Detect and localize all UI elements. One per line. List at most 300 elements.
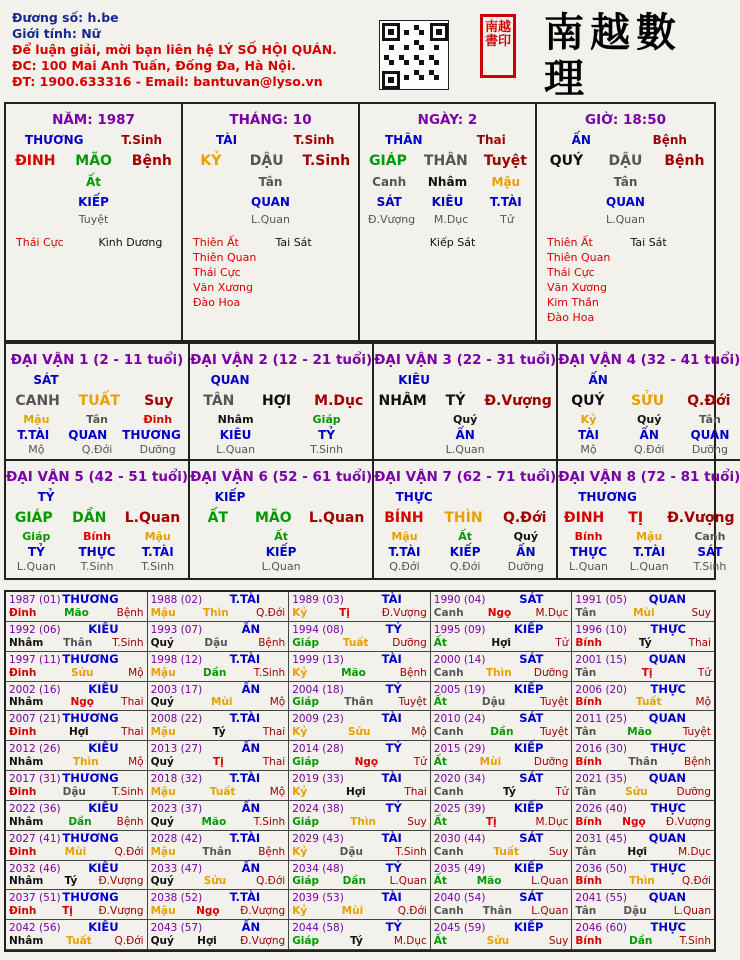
phase: Dưỡng bbox=[691, 443, 728, 456]
year-label: 2028 (42) bbox=[150, 832, 203, 845]
branch: Tị bbox=[62, 905, 73, 918]
annual-cell bbox=[289, 622, 431, 652]
dai-van-title: ĐẠI VẬN 3 (22 - 31 tuổi) bbox=[374, 352, 557, 368]
stem-branch: T.Sinh bbox=[302, 153, 351, 169]
phase: T.Sinh bbox=[693, 560, 727, 573]
year-label: 2022 (36) bbox=[9, 802, 61, 815]
stem: Kỷ bbox=[292, 785, 308, 798]
ten-god: QUAN bbox=[648, 592, 686, 606]
hidden-item: Đ.Vượng bbox=[367, 213, 416, 226]
stem: Kỷ bbox=[292, 845, 308, 858]
ten-god: T.TÀI bbox=[141, 544, 174, 559]
ten-god: TÀI bbox=[381, 592, 402, 606]
ten-god: KIÊU bbox=[88, 920, 119, 935]
phase: Q.Đới bbox=[114, 845, 144, 858]
annual-cell bbox=[6, 890, 148, 920]
annual-row bbox=[575, 695, 711, 709]
qr-finder bbox=[382, 23, 400, 41]
annual-row bbox=[151, 666, 286, 680]
phase: Tuyệt bbox=[540, 696, 569, 709]
ten-god: QUAN bbox=[68, 427, 108, 442]
dai-van-gods bbox=[6, 544, 188, 559]
phase: Q.Đới bbox=[633, 443, 665, 456]
dai-van-phases bbox=[374, 442, 556, 457]
annual-cell bbox=[572, 801, 714, 831]
year-label: 2003 (17) bbox=[150, 683, 203, 696]
phase: Đ.Vượng bbox=[665, 815, 711, 828]
stem-branch: THÂN bbox=[423, 153, 468, 169]
stem: Tân bbox=[575, 666, 597, 679]
branch: Thìn bbox=[202, 606, 229, 619]
stem: Nhâm bbox=[9, 636, 44, 649]
hidden-stem: Bính bbox=[574, 530, 603, 543]
pillar-hidden-row bbox=[360, 172, 535, 192]
star: Tai Sát bbox=[275, 236, 312, 249]
stem: Ất bbox=[433, 756, 447, 768]
annual-row bbox=[9, 874, 144, 888]
stem-branch: Suy bbox=[144, 393, 174, 409]
annual-cell bbox=[431, 831, 573, 861]
year-label: 2046 (60) bbox=[575, 922, 628, 935]
branch: Dần bbox=[629, 935, 653, 947]
ten-god: THƯƠNG bbox=[122, 427, 181, 442]
header-info bbox=[12, 10, 337, 90]
year-label: 2024 (38) bbox=[292, 802, 344, 815]
year-label: 1998 (12) bbox=[150, 653, 203, 666]
year-label: 2044 (58) bbox=[292, 922, 344, 935]
ten-god: SÁT bbox=[519, 771, 544, 785]
year-label: 2016 (30) bbox=[575, 743, 628, 756]
ten-god: ẤN bbox=[241, 741, 261, 756]
hidden-item: Tuyệt bbox=[78, 213, 109, 226]
ten-god: QUAN bbox=[690, 427, 730, 442]
hidden-stem: Mậu bbox=[23, 413, 50, 426]
branch: Ngọ bbox=[196, 905, 220, 918]
year-label: 2014 (28) bbox=[292, 743, 344, 756]
phase: Đ.Vượng bbox=[240, 935, 286, 947]
dai-van-gods bbox=[190, 544, 372, 559]
annual-cell bbox=[6, 771, 148, 801]
ten-god: KIÊU bbox=[398, 373, 430, 387]
stem-branch: CANH bbox=[15, 393, 60, 409]
dai-van-gods bbox=[374, 427, 556, 442]
dai-van-hidden bbox=[6, 529, 188, 544]
stem-branch: MÃO bbox=[75, 153, 112, 169]
hidden-stem: Mậu bbox=[636, 530, 663, 543]
ten-god: TỶ bbox=[385, 741, 402, 756]
pillar-hidden-row bbox=[537, 212, 714, 227]
phase: L.Quan bbox=[261, 560, 301, 573]
year-label: 2000 (14) bbox=[433, 653, 486, 666]
phase: L.Quan bbox=[629, 560, 669, 573]
phase: Đ.Vượng bbox=[98, 905, 144, 918]
ten-god: Bệnh bbox=[652, 133, 687, 147]
ten-god: THƯƠNG bbox=[62, 711, 119, 726]
phase: Suy bbox=[691, 606, 711, 619]
hidden-item: M.Dục bbox=[433, 213, 469, 226]
branch: Mão bbox=[341, 666, 366, 679]
stem-branch: SỬU bbox=[630, 393, 665, 409]
annual-row bbox=[575, 755, 711, 769]
branch: Tuất bbox=[209, 785, 236, 798]
year-label: 1999 (13) bbox=[292, 653, 344, 666]
star: Thái Cực bbox=[16, 236, 64, 249]
annual-row bbox=[575, 904, 711, 918]
hidden-item: Mậu bbox=[491, 175, 521, 189]
annual-cell bbox=[6, 920, 148, 950]
dai-van-gods bbox=[190, 427, 372, 442]
phase: Thai bbox=[262, 726, 286, 739]
pillar-title: GIỜ: 18:50 bbox=[585, 112, 666, 128]
pillar-hidden-row bbox=[537, 172, 714, 192]
year-label: 2032 (46) bbox=[9, 862, 61, 875]
stem: Ất bbox=[433, 875, 447, 888]
branch: Sửu bbox=[347, 726, 371, 739]
phase: Bệnh bbox=[116, 606, 144, 619]
phase: Mộ bbox=[28, 443, 45, 456]
pillar-stem-branch bbox=[183, 150, 358, 172]
annual-cell bbox=[572, 831, 714, 861]
annual-cell bbox=[148, 592, 290, 622]
pillar-stem-branch bbox=[360, 150, 535, 172]
stem-branch: QUÝ bbox=[571, 393, 605, 409]
branch: Thìn bbox=[350, 815, 376, 828]
year-label: 1987 (01) bbox=[9, 594, 61, 606]
annual-row bbox=[292, 695, 427, 709]
stem: Kỷ bbox=[292, 606, 308, 619]
stem: Giáp bbox=[292, 696, 320, 709]
dai-van-god bbox=[6, 487, 188, 507]
stem: Bính bbox=[575, 875, 602, 888]
stem-branch: GIÁP bbox=[14, 510, 53, 526]
branch: Hợi bbox=[627, 845, 647, 858]
stem: Giáp bbox=[292, 815, 320, 828]
qr-code-icon[interactable] bbox=[379, 20, 449, 90]
ten-god: QUAN bbox=[648, 651, 686, 666]
qr-finder bbox=[382, 71, 400, 89]
dai-van-stem bbox=[558, 390, 740, 412]
branch: Ngọ bbox=[354, 756, 379, 768]
star: Thiên Quan bbox=[193, 251, 257, 264]
stem: Kỷ bbox=[292, 726, 308, 739]
stem: Canh bbox=[433, 666, 464, 679]
annual-row bbox=[575, 785, 711, 799]
ten-god: KIẾP bbox=[513, 681, 544, 696]
branch: Hợi bbox=[197, 935, 217, 947]
year-label: 2040 (54) bbox=[433, 892, 486, 905]
annual-row bbox=[292, 666, 427, 680]
stem: Đinh bbox=[9, 726, 37, 739]
annual-row bbox=[434, 815, 569, 829]
pillar-gods bbox=[537, 130, 714, 150]
stem: Quý bbox=[150, 696, 174, 709]
ten-god: KIẾP bbox=[513, 800, 544, 815]
hidden-stem: Ất bbox=[274, 530, 288, 543]
phase: Tuyệt bbox=[682, 726, 711, 739]
stem: Canh bbox=[433, 606, 464, 619]
annual-row bbox=[575, 934, 711, 948]
phase: T.Sinh bbox=[112, 785, 144, 798]
stem: Kỷ bbox=[292, 905, 308, 918]
brand-logo: 南越數理 bbox=[544, 9, 682, 102]
annual-row bbox=[292, 785, 427, 799]
stem-branch: TUẤT bbox=[78, 393, 120, 409]
qr-module bbox=[434, 75, 439, 80]
qr-module bbox=[404, 45, 409, 50]
star: Kim Thần bbox=[547, 296, 599, 309]
branch: Dần bbox=[68, 815, 92, 828]
hidden-item: Tân bbox=[613, 175, 638, 189]
star bbox=[276, 280, 359, 295]
branch: Tị bbox=[485, 815, 497, 828]
ten-god: QUAN bbox=[648, 711, 686, 726]
ten-god: KIÊU bbox=[88, 860, 119, 875]
branch: Hợi bbox=[68, 726, 89, 739]
year-label: 1994 (08) bbox=[292, 623, 344, 636]
annual-cell bbox=[289, 831, 431, 861]
year-label: 2010 (24) bbox=[433, 713, 486, 726]
annual-row bbox=[9, 934, 144, 948]
year-label: 2033 (47) bbox=[150, 862, 203, 875]
dai-van-gods bbox=[558, 544, 740, 559]
year-label: 2031 (45) bbox=[575, 832, 628, 845]
dai-van-phases bbox=[374, 559, 556, 574]
annual-row bbox=[151, 815, 286, 829]
annual-cell bbox=[6, 831, 148, 861]
pillar-hidden-row bbox=[183, 212, 358, 227]
star: Thiên Ất bbox=[193, 236, 239, 249]
year-label: 2045 (59) bbox=[433, 922, 486, 935]
phase: Mộ bbox=[269, 785, 286, 798]
dai-van-title: ĐẠI VẬN 6 (52 - 61 tuổi) bbox=[190, 469, 373, 485]
stem: Tân bbox=[575, 905, 597, 918]
annual-row bbox=[575, 606, 711, 620]
stem: Giáp bbox=[292, 935, 320, 947]
phase: Mộ bbox=[128, 666, 144, 679]
branch: Thân bbox=[344, 696, 374, 709]
owner-value: h.be bbox=[87, 10, 119, 25]
hidden-stem: Giáp bbox=[312, 413, 341, 426]
dai-van-title: ĐẠI VẬN 5 (42 - 51 tuổi) bbox=[6, 469, 189, 485]
ten-god: KIẾP bbox=[449, 544, 481, 559]
dai-van-gods bbox=[558, 427, 740, 442]
stem: Tân bbox=[575, 726, 597, 739]
annual-cell bbox=[431, 920, 573, 950]
phase: Bệnh bbox=[258, 636, 286, 649]
branch: Tị bbox=[339, 606, 350, 619]
stem: Bính bbox=[575, 935, 602, 947]
ten-god: ẤN bbox=[241, 800, 261, 815]
annual-cell bbox=[6, 622, 148, 652]
year-label: 1993 (07) bbox=[150, 623, 203, 636]
ten-god: THỰC bbox=[650, 621, 686, 636]
annual-row bbox=[151, 695, 286, 709]
year-label: 2023 (37) bbox=[150, 802, 203, 815]
phase: Dưỡng bbox=[507, 560, 544, 573]
ten-god: TÀI bbox=[578, 427, 600, 442]
annual-row bbox=[292, 845, 427, 859]
branch: Tị bbox=[641, 666, 653, 679]
ten-god: TÀI bbox=[381, 890, 402, 905]
dai-van-stem bbox=[374, 507, 556, 529]
ten-god: ẤN bbox=[516, 544, 536, 559]
stem: Mậu bbox=[150, 845, 176, 858]
stem: Canh bbox=[433, 905, 464, 918]
pillar-gods bbox=[6, 130, 181, 150]
ten-god: QUAN bbox=[648, 890, 686, 905]
owner-label: Đương số: bbox=[12, 10, 84, 25]
stem: Bính bbox=[575, 756, 602, 768]
ten-god: T.Sinh bbox=[121, 133, 163, 147]
branch: Dậu bbox=[623, 905, 647, 918]
ten-god: THỰC bbox=[78, 544, 116, 559]
pillar-hidden-row bbox=[183, 192, 358, 212]
star bbox=[631, 280, 715, 295]
stem-branch: QUÝ bbox=[549, 153, 584, 169]
annual-row bbox=[434, 636, 569, 650]
ten-god: T.Sinh bbox=[293, 133, 335, 147]
stem: Bính bbox=[575, 815, 602, 828]
stem: Đinh bbox=[9, 666, 37, 679]
annual-row bbox=[575, 666, 711, 680]
branch: Thìn bbox=[629, 875, 655, 888]
annual-row bbox=[434, 606, 569, 620]
annual-row bbox=[9, 666, 144, 680]
dai-van-hidden bbox=[6, 412, 188, 427]
stem: Ất bbox=[433, 935, 447, 947]
year-label: 1996 (10) bbox=[575, 623, 628, 636]
stem-branch: KỶ bbox=[200, 153, 222, 169]
year-label: 2019 (33) bbox=[292, 773, 344, 785]
phase: Thai bbox=[404, 785, 427, 798]
phase: L.Quan bbox=[216, 443, 256, 456]
ten-god: SÁT bbox=[519, 890, 544, 905]
stem: Đinh bbox=[9, 606, 37, 619]
annual-cell bbox=[6, 652, 148, 682]
dai-van-6 bbox=[190, 461, 374, 578]
annual-luck-table bbox=[4, 590, 716, 952]
stem-branch: ĐINH bbox=[563, 510, 605, 526]
pillar-stars bbox=[360, 235, 535, 250]
stem: Nhâm bbox=[9, 935, 44, 947]
branch: Mão bbox=[64, 606, 89, 619]
annual-row bbox=[434, 845, 569, 859]
branch: Tý bbox=[350, 935, 363, 947]
hidden-stem: Tân bbox=[86, 413, 108, 426]
year-label: 2041 (55) bbox=[575, 892, 628, 905]
stem-branch: THÌN bbox=[444, 510, 483, 526]
year-label: 1989 (03) bbox=[292, 594, 344, 606]
dai-van-title: ĐẠI VẬN 8 (72 - 81 tuổi) bbox=[558, 469, 740, 485]
phase: T.Sinh bbox=[253, 666, 286, 679]
ten-god: SÁT bbox=[33, 373, 59, 387]
dai-van-phases bbox=[190, 559, 372, 574]
ten-god: ẤN bbox=[241, 681, 261, 696]
phase: L.Quan bbox=[445, 443, 485, 456]
phase: Tử bbox=[555, 636, 569, 649]
annual-cell bbox=[148, 801, 290, 831]
phase: T.Sinh bbox=[253, 815, 286, 828]
year-label: 2001 (15) bbox=[575, 653, 628, 666]
branch: Hợi bbox=[491, 636, 511, 649]
phase: M.Dục bbox=[678, 845, 711, 858]
branch: Tuất bbox=[635, 696, 662, 709]
annual-row bbox=[9, 755, 144, 769]
qr-module bbox=[434, 45, 439, 50]
pillar-gods bbox=[183, 130, 358, 150]
year-label: 2035 (49) bbox=[433, 862, 486, 875]
annual-row bbox=[292, 636, 427, 650]
branch: Thân bbox=[202, 845, 232, 858]
dai-van-phases bbox=[190, 442, 372, 457]
annual-cell bbox=[6, 711, 148, 741]
annual-cell bbox=[431, 711, 573, 741]
year-label: 2015 (29) bbox=[433, 743, 486, 756]
pillar-4 bbox=[537, 104, 714, 340]
branch: Mão bbox=[476, 875, 502, 888]
stem: Ất bbox=[433, 815, 447, 828]
annual-row bbox=[9, 725, 144, 739]
stem: Mậu bbox=[150, 726, 176, 739]
qr-module bbox=[434, 60, 439, 65]
phase: Suy bbox=[548, 935, 569, 947]
phase: Bệnh bbox=[399, 666, 427, 679]
ten-god: T.TÀI bbox=[229, 890, 261, 905]
stem: Giáp bbox=[292, 875, 320, 888]
annual-cell bbox=[148, 771, 290, 801]
branch: Thân bbox=[628, 756, 658, 768]
annual-cell bbox=[6, 682, 148, 712]
stem-branch: Đ.Vượng bbox=[484, 393, 552, 409]
stem: Quý bbox=[150, 756, 174, 768]
ten-god: THỰC bbox=[650, 800, 686, 815]
hidden-item: L.Quan bbox=[251, 213, 290, 226]
branch: Thân bbox=[63, 636, 93, 649]
star: Tai Sát bbox=[630, 236, 667, 249]
ten-god: THƯƠNG bbox=[62, 890, 119, 905]
annual-cell bbox=[431, 622, 573, 652]
phase: Tử bbox=[697, 666, 711, 679]
ten-god: T.TÀI bbox=[17, 427, 50, 442]
year-label: 1997 (11) bbox=[9, 653, 61, 666]
annual-cell bbox=[289, 741, 431, 771]
phase: Suy bbox=[548, 845, 569, 858]
annual-cell bbox=[431, 801, 573, 831]
phase: Mộ bbox=[411, 726, 427, 739]
ten-god: KIÊU bbox=[88, 741, 119, 756]
phase: Đ.Vượng bbox=[381, 606, 427, 619]
dai-van-2 bbox=[190, 344, 374, 461]
qr-module bbox=[389, 60, 394, 65]
hidden-item: SÁT bbox=[376, 195, 402, 209]
annual-cell bbox=[289, 890, 431, 920]
annual-row bbox=[434, 874, 569, 888]
stem-branch: ẤT bbox=[207, 510, 228, 526]
hidden-stem: Tân bbox=[698, 413, 721, 426]
branch: Sửu bbox=[486, 935, 510, 947]
pillar-hidden-row bbox=[537, 192, 714, 212]
phase: T.Sinh bbox=[112, 636, 144, 649]
hidden-item: Tân bbox=[258, 175, 283, 189]
branch: Tuất bbox=[66, 935, 92, 947]
dai-van-hidden bbox=[558, 529, 740, 544]
annual-cell bbox=[289, 861, 431, 891]
qr-module bbox=[389, 45, 394, 50]
year-label: 2039 (53) bbox=[292, 892, 344, 905]
year-label: 2013 (27) bbox=[150, 743, 203, 756]
hidden-stem: Ất bbox=[458, 530, 473, 543]
dai-van-stem bbox=[6, 390, 188, 412]
